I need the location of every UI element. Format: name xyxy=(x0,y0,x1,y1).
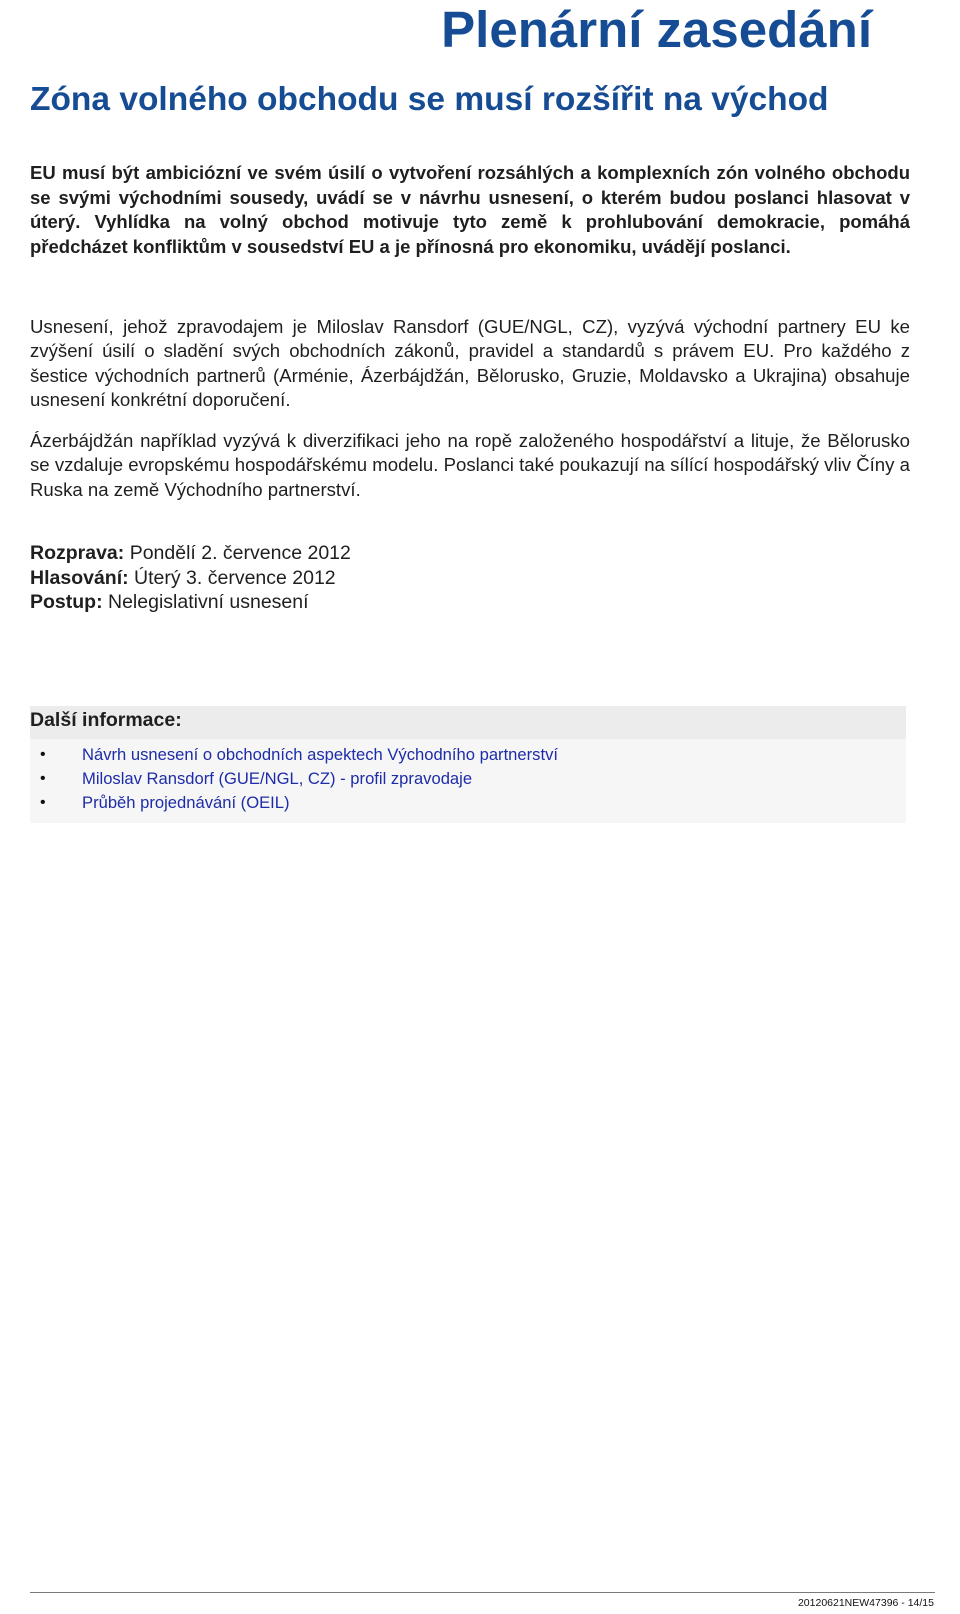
vote-date: Úterý 3. července 2012 xyxy=(128,566,336,589)
debate-date: Pondělí 2. července 2012 xyxy=(124,542,351,564)
bullet-icon: • xyxy=(40,794,46,811)
article-lead: EU musí být ambiciózní ve svém úsilí o vytvoření rozsáhlých a komplexních zón volného obchodu se svými východními sousedy, uvádí se v návrhu usnesení, o kterém budou poslanci hlasovat v úterý. Vyhlídka na volný obchod motivuje tyto země k prohlubování demokracie, pomáhá předcházet konfliktům v sousedství EU a je přínosná pro ekonomiku, uvádějí poslanci. xyxy=(30,162,910,257)
article-paragraph-2: Ázerbájdžán například vyzývá k diverzifikaci jeho na ropě založeného hospodářství a lituje, že Bělorusko se vzdaluje evropskému hospodářskému modelu. Poslanci také poukazují na sílící hospodářský vliv Číny a Ruska na země Východního partnerství. xyxy=(30,430,910,500)
list-item xyxy=(30,791,906,815)
debate-line xyxy=(30,541,351,566)
link-resolution-draft[interactable]: Návrh usnesení o obchodních aspektech Východního partnerství xyxy=(82,745,558,764)
page-section-header: Plenární zasedání xyxy=(441,1,872,58)
link-rapporteur-profile[interactable]: Miloslav Ransdorf (GUE/NGL, CZ) - profil zpravodaje xyxy=(82,769,473,788)
list-item xyxy=(30,767,906,791)
procedure-value: Nelegislativní usnesení xyxy=(102,591,309,614)
procedure-label: Postup: xyxy=(30,591,103,614)
footer-document-id: 20120621NEW47396 - 14/15 xyxy=(797,1597,934,1609)
more-info-list xyxy=(30,739,906,823)
vote-label: Hlasování: xyxy=(30,566,129,589)
more-info-heading: Další informace: xyxy=(30,706,906,739)
more-info-box xyxy=(30,706,906,823)
link-procedure-file[interactable]: Průběh projednávání (OEIL) xyxy=(82,793,290,812)
schedule-info xyxy=(30,541,351,615)
bullet-icon: • xyxy=(40,770,46,787)
procedure-line xyxy=(30,590,351,615)
list-item xyxy=(30,743,906,767)
article-title: Zóna volného obchodu se musí rozšířit na východ xyxy=(30,81,829,118)
bullet-icon: • xyxy=(40,746,46,763)
footer-divider xyxy=(30,1592,935,1593)
debate-label: Rozprava: xyxy=(30,542,125,564)
vote-line xyxy=(30,566,351,591)
article-paragraph-1: Usnesení, jehož zpravodajem je Miloslav Ransdorf (GUE/NGL, CZ), vyzývá východní partnery EU ke zvýšení úsilí o sladění svých obchodních zákonů, pravidel a standardů s právem EU. Pro každého z šestice východních partnerů (Arménie, Ázerbájdžán, Bělorusko, Gruzie, Moldavsko a Ukrajina) obsahuje usnesení konkrétní doporučení. xyxy=(30,316,910,411)
